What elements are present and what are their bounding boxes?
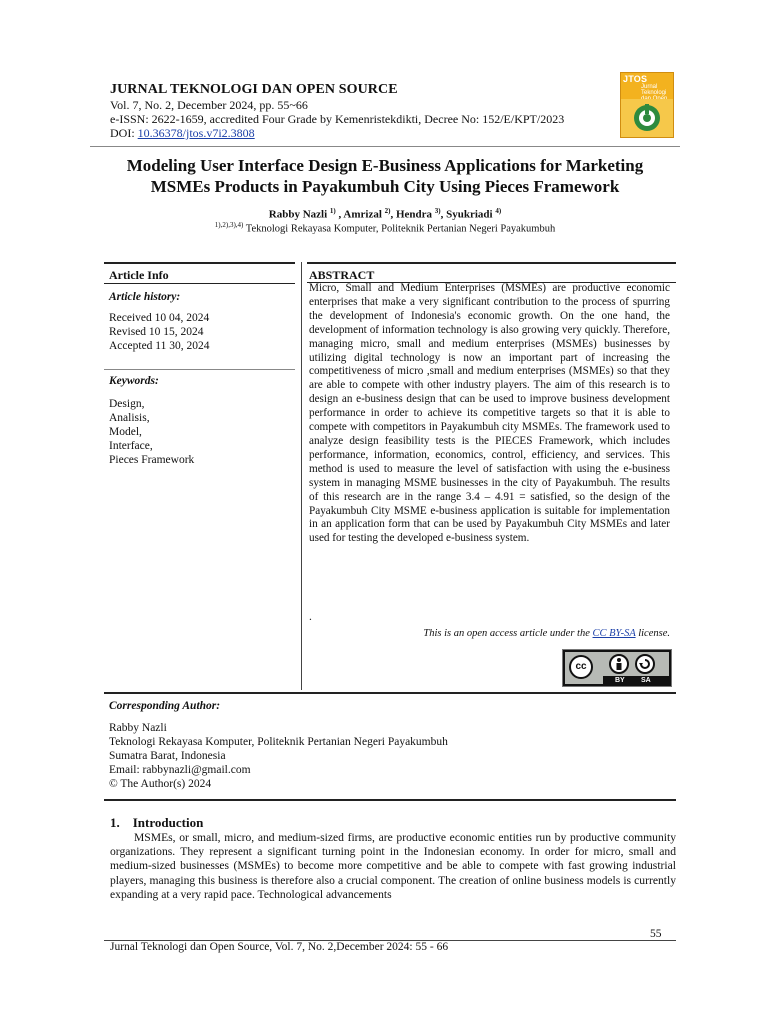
person-icon <box>609 654 629 674</box>
logo-subtext: Jurnal Teknologi <box>641 84 667 96</box>
emblem-icon <box>621 99 673 137</box>
corresponding-affiliation: Teknologi Rekayasa Komputer, Politeknik Pertanian Negeri Payakumbuh <box>109 736 448 748</box>
abstract-heading: ABSTRACT <box>309 268 375 282</box>
corresponding-heading: Corresponding Author: <box>109 700 221 712</box>
cc-by-sa-badge[interactable] <box>562 649 672 687</box>
share-alike-icon <box>635 654 655 674</box>
paper-title <box>90 155 680 197</box>
keyword: Interface, <box>109 440 153 452</box>
keyword: Pieces Framework <box>109 454 195 466</box>
article-info-top-rule <box>104 262 295 264</box>
history-heading: Article history: <box>109 291 181 303</box>
received-date: Received 10 04, 2024 <box>109 312 210 324</box>
abstract-text: Micro, Small and Medium Enterprises (MSMEs) are productive economic enterprises that make a very significant contribution to the process of spurring the development of Indonesia's economic growth. On the one hand, the development of information technology is also growing very quickly. Therefore, managing micro, small and medium enterprises (MSMEs) businesses by utilizing digital technology is now an important part of increasing the competitiveness of micro ,small and medium enterprises (MSMEs) so that they are able to compete with other industry players. The aim of this research is to design an e-business design that can be used to improve business development performance in order to achieve its competitive targets so that it is able to compete with competitors in Payakumbuh city MSMEs. The framework used to analyze design feasibility tests is the PIECES Framework, which includes performance, information, economics, control, efficiency, and services. This method is used to measure the level of satisfaction with using the e-business system in managing MSME businesses in the city of Payakumbuh. The results of this research are in the range 3.4 – 4.91 = satisfied, so the design of the Payakumbuh City MSME e-business application is suitable for implementation in an application form that can be used by Payakumbuh City MSMEs and later used for testing the developed e-business system. <box>309 282 670 545</box>
keyword: Model, <box>109 426 142 438</box>
revised-date: Revised 10 15, 2024 <box>109 326 204 338</box>
logo-text: JTOS <box>623 74 648 84</box>
introduction-text: MSMEs, or small, micro, and medium-sized firms, are productive economic entities run by productive community organizations. They represent a significant turning point in the Indonesian economy. In order for micro, small and medium-sized businesses (MSMEs) to become more competitive and be able to compete with fast growing industrial players, managing this business is therefore also a crucial component. The creation of online business models is currently expanding at a very rapid pace. Technological advancements <box>110 831 676 901</box>
column-divider <box>301 262 302 690</box>
copyright-line: © The Author(s) 2024 <box>109 778 212 790</box>
author-name: Syukriadi <box>446 208 493 221</box>
title-line-2: MSMEs Products in Payakumbuh City Using Pieces Framework <box>150 177 620 196</box>
keywords-rule <box>104 369 295 370</box>
footer-citation: Jurnal Teknologi dan Open Source, Vol. 7, No. 2,December 2024: 55 - 66 <box>110 941 449 953</box>
author-name: Hendra <box>395 208 433 221</box>
issn-line: e-ISSN: 2622-1659, accredited Four Grade by Kemenristekdikti, Decree No: 152/E/KPT/2023 <box>110 112 565 126</box>
article-info-rule <box>104 283 295 284</box>
journal-title: JURNAL TEKNOLOGI DAN OPEN SOURCE <box>110 82 398 97</box>
article-info-heading: Article Info <box>109 268 169 282</box>
keyword: Analisis, <box>109 412 150 424</box>
corresponding-bottom-rule <box>104 799 676 801</box>
corresponding-name: Rabby Nazli <box>109 722 167 734</box>
keyword-list <box>109 397 194 467</box>
cc-icon: cc <box>569 655 593 679</box>
affiliation: $^{1),2),3),4)}$ Teknologi Rekayasa Komputer, Politeknik Pertanian Negeri Payakumbuh <box>214 221 556 235</box>
keyword: Design, <box>109 398 145 410</box>
journal-logo <box>620 72 674 138</box>
header-divider <box>90 146 680 147</box>
corresponding-email: Email: rabbynazli@gmail.com <box>109 764 251 776</box>
cc-by-label: BY <box>615 677 625 684</box>
keywords-heading: Keywords: <box>109 375 159 387</box>
cc-sa-label: SA <box>641 677 651 684</box>
corresponding-location: Sumatra Barat, Indonesia <box>109 750 226 762</box>
page-number: 55 <box>650 928 662 940</box>
abstract-top-rule <box>307 262 676 264</box>
introduction-heading: 1. Introduction <box>110 815 204 830</box>
accepted-date: Accepted 11 30, 2024 <box>109 340 210 352</box>
abstract-dot: . <box>309 611 312 623</box>
doi-label: DOI: <box>110 126 138 140</box>
title-line-1: Modeling User Interface Design E-Business Applications for Marketing <box>126 156 644 175</box>
author-list: Rabby Nazli $^{1)}$ , Amrizal $^{2)}$, Hendra $^{3)}$, Syukriadi $^{4)}$ <box>268 207 502 221</box>
author-name: Amrizal <box>343 208 382 221</box>
volume-line: Vol. 7, No. 2, December 2024, pp. 55~66 <box>110 98 308 112</box>
license-notice: This is an open access article under the CC BY-SA license. <box>423 628 670 639</box>
corresponding-top-rule <box>104 692 676 694</box>
logo-emblem <box>621 99 673 137</box>
doi-link[interactable]: 10.36378/jtos.v7i2.3808 <box>137 126 255 140</box>
doi-line <box>110 126 255 140</box>
author-name: Rabby Nazli <box>268 208 328 221</box>
license-link[interactable]: CC BY-SA <box>592 628 636 639</box>
